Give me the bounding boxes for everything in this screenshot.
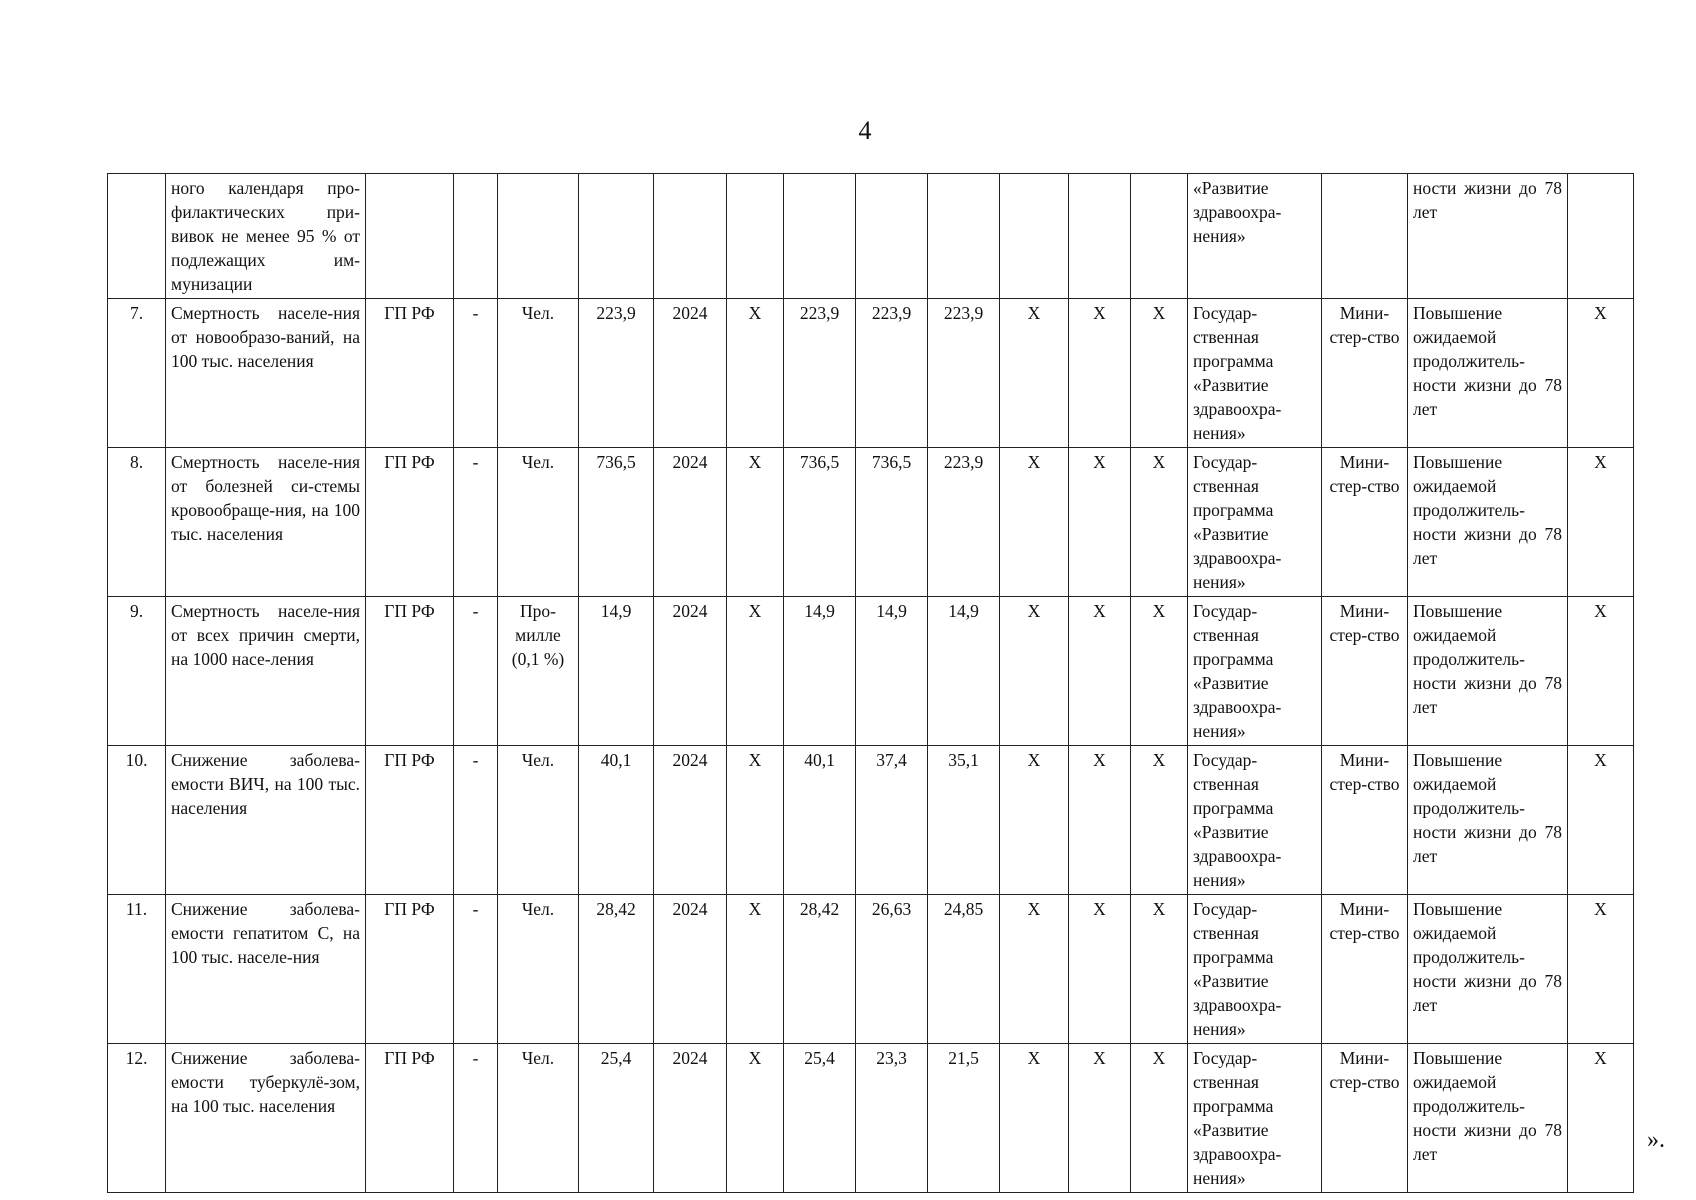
cell-x: Х	[1069, 1044, 1131, 1193]
cell-x: Х	[1069, 448, 1131, 597]
cell-num: 9.	[108, 597, 166, 746]
cell-x: Х	[1568, 746, 1634, 895]
cell-dash: -	[454, 746, 498, 895]
cell-base-year: 2024	[654, 746, 727, 895]
table-row-continuation	[108, 174, 1634, 299]
cell-num	[108, 174, 166, 299]
cell-indicator-name: ного календаря про-филактических при-вивок не менее 95 % от подлежащих им-мунизации	[166, 174, 366, 299]
cell-x: Х	[1000, 1044, 1069, 1193]
cell-goal: Повышение ожидаемой продолжитель-ности жизни до 78 лет	[1408, 746, 1568, 895]
cell-program: Государ-ственная программа «Развитие здравоохра-нения»	[1188, 1044, 1322, 1193]
cell-value-1: 40,1	[784, 746, 856, 895]
cell-value-2: 37,4	[856, 746, 928, 895]
cell-unit: Про-милле (0,1 %)	[498, 597, 579, 746]
cell-base-value: 223,9	[579, 299, 654, 448]
cell-num: 7.	[108, 299, 166, 448]
cell-value-3: 223,9	[928, 448, 1000, 597]
table-row	[108, 1044, 1634, 1193]
cell-level: ГП РФ	[366, 746, 454, 895]
cell-x: Х	[727, 1044, 784, 1193]
cell-x: Х	[727, 299, 784, 448]
cell-dash: -	[454, 1044, 498, 1193]
cell-value-2: 736,5	[856, 448, 928, 597]
cell-x: Х	[1131, 746, 1188, 895]
cell-dash: -	[454, 597, 498, 746]
closing-quote: ».	[1647, 1127, 1665, 1153]
table-row	[108, 895, 1634, 1044]
cell-unit: Чел.	[498, 1044, 579, 1193]
cell-indicator-name: Снижение заболева-емости туберкулё-зом, на 100 тыс. населения	[166, 1044, 366, 1193]
cell-x: Х	[1568, 1044, 1634, 1193]
cell-base-year: 2024	[654, 597, 727, 746]
cell-x: Х	[1069, 895, 1131, 1044]
cell-x: Х	[1000, 746, 1069, 895]
cell-base-year: 2024	[654, 448, 727, 597]
cell-value-3: 35,1	[928, 746, 1000, 895]
cell-x: Х	[1568, 299, 1634, 448]
cell-responsible: Мини-стер-ство	[1322, 448, 1408, 597]
cell-dash: -	[454, 895, 498, 1044]
cell-goal: ности жизни до 78 лет	[1408, 174, 1568, 299]
cell-value-2: 26,63	[856, 895, 928, 1044]
cell-dash: -	[454, 299, 498, 448]
cell-x: Х	[1131, 1044, 1188, 1193]
cell-indicator-name: Снижение заболева-емости гепатитом С, на 100 тыс. населе-ния	[166, 895, 366, 1044]
cell-dash: -	[454, 448, 498, 597]
cell-x: Х	[1131, 299, 1188, 448]
table-row	[108, 597, 1634, 746]
cell-base-value: 25,4	[579, 1044, 654, 1193]
cell-program: «Развитие здравоохра-нения»	[1188, 174, 1322, 299]
cell-level: ГП РФ	[366, 448, 454, 597]
cell-x: Х	[1000, 597, 1069, 746]
cell-value-1: 25,4	[784, 1044, 856, 1193]
cell-x: Х	[1131, 597, 1188, 746]
cell-num: 11.	[108, 895, 166, 1044]
table-row	[108, 448, 1634, 597]
cell-responsible: Мини-стер-ство	[1322, 746, 1408, 895]
cell-value-1: 223,9	[784, 299, 856, 448]
cell-indicator-name: Смертность населе-ния от новообразо-ваний, на 100 тыс. населения	[166, 299, 366, 448]
cell-x: Х	[1000, 895, 1069, 1044]
cell-base-year: 2024	[654, 299, 727, 448]
cell-indicator-name: Смертность населе-ния от болезней си-стемы кровообраще-ния, на 100 тыс. населения	[166, 448, 366, 597]
cell-program: Государ-ственная программа «Развитие здравоохра-нения»	[1188, 299, 1322, 448]
page-number: 4	[858, 116, 872, 145]
cell-value-1: 28,42	[784, 895, 856, 1044]
cell-x: Х	[1069, 299, 1131, 448]
cell-indicator-name: Смертность населе-ния от всех причин смерти, на 1000 насе-ления	[166, 597, 366, 746]
cell-value-2: 14,9	[856, 597, 928, 746]
cell-goal: Повышение ожидаемой продолжитель-ности жизни до 78 лет	[1408, 1044, 1568, 1193]
cell-unit: Чел.	[498, 895, 579, 1044]
cell-goal: Повышение ожидаемой продолжитель-ности жизни до 78 лет	[1408, 597, 1568, 746]
cell-base-value: 14,9	[579, 597, 654, 746]
cell-num: 12.	[108, 1044, 166, 1193]
cell-program: Государ-ственная программа «Развитие здравоохра-нения»	[1188, 597, 1322, 746]
cell-value-3: 24,85	[928, 895, 1000, 1044]
cell-value-2: 223,9	[856, 299, 928, 448]
cell-value-3: 14,9	[928, 597, 1000, 746]
cell-program: Государ-ственная программа «Развитие здравоохра-нения»	[1188, 746, 1322, 895]
cell-x: Х	[727, 448, 784, 597]
table-row	[108, 746, 1634, 895]
cell-x: Х	[1000, 299, 1069, 448]
cell-level: ГП РФ	[366, 895, 454, 1044]
cell-responsible: Мини-стер-ство	[1322, 597, 1408, 746]
cell-value-3: 21,5	[928, 1044, 1000, 1193]
cell-value-3: 223,9	[928, 299, 1000, 448]
cell-value-1: 736,5	[784, 448, 856, 597]
cell-program: Государ-ственная программа «Развитие здравоохра-нения»	[1188, 448, 1322, 597]
cell-base-value: 28,42	[579, 895, 654, 1044]
cell-base-value: 40,1	[579, 746, 654, 895]
cell-indicator-name: Снижение заболева-емости ВИЧ, на 100 тыс. населения	[166, 746, 366, 895]
cell-level: ГП РФ	[366, 597, 454, 746]
cell-level: ГП РФ	[366, 1044, 454, 1193]
cell-base-year: 2024	[654, 1044, 727, 1193]
indicators-table	[107, 173, 1634, 1193]
cell-x: Х	[1069, 746, 1131, 895]
cell-x: Х	[727, 597, 784, 746]
cell-x: Х	[1000, 448, 1069, 597]
cell-unit: Чел.	[498, 448, 579, 597]
cell-value-2: 23,3	[856, 1044, 928, 1193]
cell-unit: Чел.	[498, 746, 579, 895]
cell-base-year: 2024	[654, 895, 727, 1044]
cell-x: Х	[1069, 597, 1131, 746]
cell-x: Х	[1131, 895, 1188, 1044]
cell-x: Х	[727, 746, 784, 895]
cell-x: Х	[1568, 895, 1634, 1044]
cell-value-1: 14,9	[784, 597, 856, 746]
cell-goal: Повышение ожидаемой продолжитель-ности жизни до 78 лет	[1408, 448, 1568, 597]
cell-base-value: 736,5	[579, 448, 654, 597]
table-row	[108, 299, 1634, 448]
cell-responsible: Мини-стер-ство	[1322, 1044, 1408, 1193]
cell-goal: Повышение ожидаемой продолжитель-ности жизни до 78 лет	[1408, 299, 1568, 448]
cell-level: ГП РФ	[366, 299, 454, 448]
cell-program: Государ-ственная программа «Развитие здравоохра-нения»	[1188, 895, 1322, 1044]
cell-x: Х	[1568, 448, 1634, 597]
cell-responsible: Мини-стер-ство	[1322, 895, 1408, 1044]
cell-unit: Чел.	[498, 299, 579, 448]
cell-goal: Повышение ожидаемой продолжитель-ности жизни до 78 лет	[1408, 895, 1568, 1044]
cell-x: Х	[1568, 597, 1634, 746]
cell-num: 8.	[108, 448, 166, 597]
cell-x: Х	[727, 895, 784, 1044]
cell-num: 10.	[108, 746, 166, 895]
cell-x: Х	[1131, 448, 1188, 597]
cell-responsible: Мини-стер-ство	[1322, 299, 1408, 448]
